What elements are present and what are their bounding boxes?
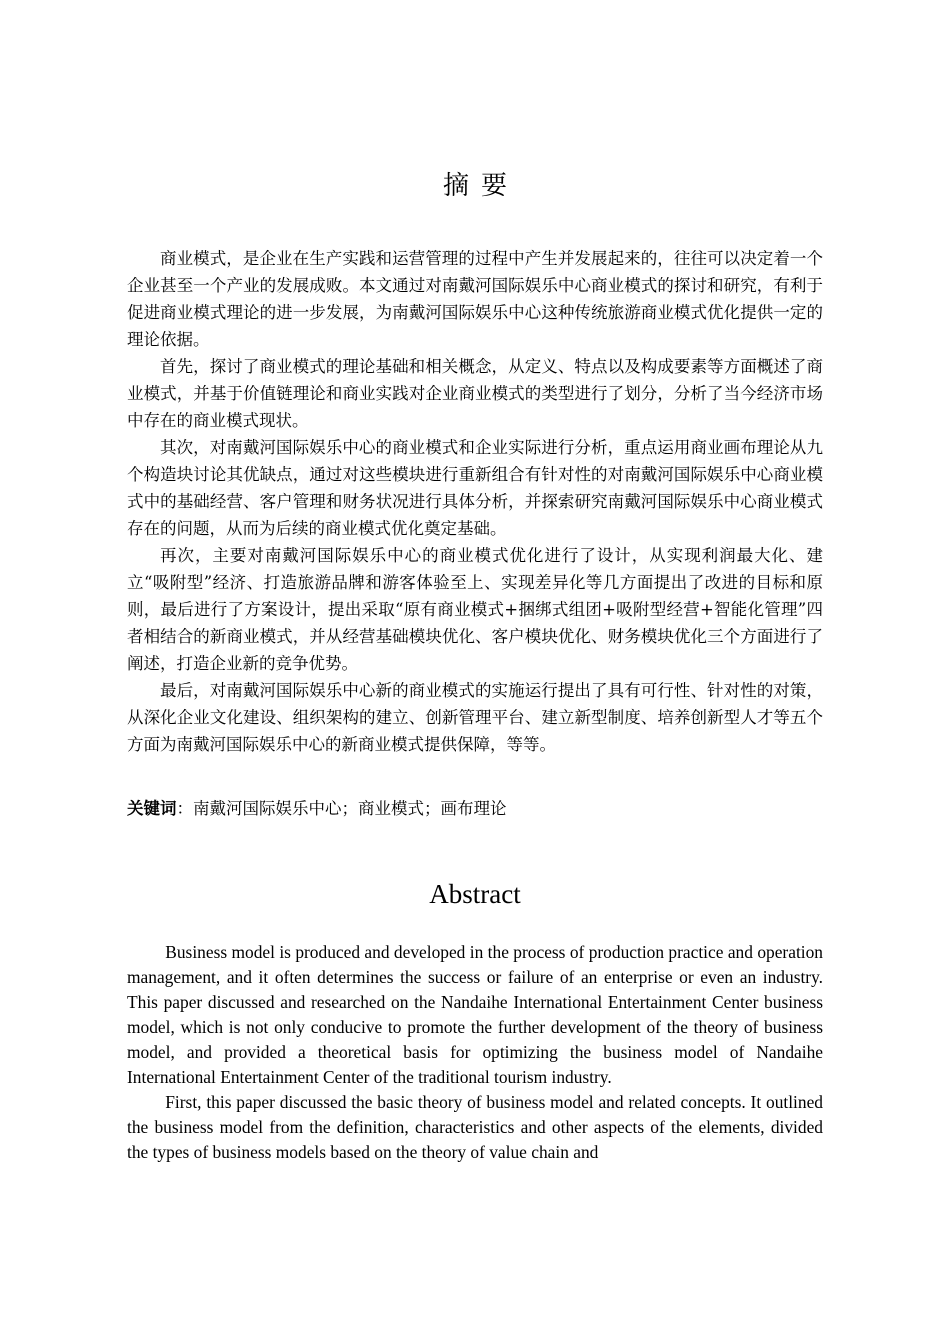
abstract-cn-title: 摘要 bbox=[442, 171, 519, 201]
abstract-cn-paragraph: 最后，对南戴河国际娱乐中心新的商业模式的实施运行提出了具有可行性、针对性的对策，从深化企业文化建设、组织架构的建立、创新管理平台、建立新型制度、培养创新型人才等五个方面为南戴河国际娱乐中心的新商业模式提供保障，等等。 bbox=[127, 681, 823, 754]
abstract-cn-paragraph: 再次，主要对南戴河国际娱乐中心的商业模式优化进行了设计，从实现利润最大化、建立“吸附型”经济、打造旅游品牌和游客体验至上、实现差异化等几方面提出了改进的目标和原则，最后进行了方案设计，提出采取“原有商业模式+捆绑式组团+吸附型经营+智能化管理”四者相结合的新商业模式，并从经营基础模块优化、客户模块优化、财务模块优化三个方面进行了阐述，打造企业新的竞争优势。 bbox=[127, 546, 823, 673]
abstract-en-title: Abstract bbox=[429, 879, 521, 909]
keywords-colon: ： bbox=[176, 799, 193, 818]
keywords-label: 关键词 bbox=[127, 799, 177, 818]
abstract-en-paragraph: First, this paper discussed the basic theory of business model and related concepts. It outlined the business model from the definition, characteristics and other aspects of the elements, divided the types of business models based on the theory of value chain and bbox=[127, 1092, 823, 1162]
keywords-value: 南戴河国际娱乐中心；商业模式；画布理论 bbox=[193, 799, 507, 818]
abstract-en-paragraph: Business model is produced and developed in the process of production practice and operation management, and it often determines the success or failure of an enterprise or even an industry. This paper discussed and researched on the Nandaihe International Entertainment Center business model, which is not only conducive to promote the further development of the theory of business model, and provided a theoretical basis for optimizing the business model of Nandaihe International Entertainment Center of the traditional tourism industry. bbox=[127, 942, 823, 1087]
abstract-cn-paragraph: 首先，探讨了商业模式的理论基础和相关概念，从定义、特点以及构成要素等方面概述了商业模式，并基于价值链理论和商业实践对企业商业模式的类型进行了划分，分析了当今经济市场中存在的商业模式现状。 bbox=[127, 357, 823, 430]
abstract-cn-body bbox=[127, 245, 823, 758]
abstract-en-body bbox=[127, 940, 823, 1165]
abstract-cn-paragraph: 商业模式，是企业在生产实践和运营管理的过程中产生并发展起来的，往往可以决定着一个企业甚至一个产业的发展成败。本文通过对南戴河国际娱乐中心商业模式的探讨和研究，有利于促进商业模式理论的进一步发展，为南戴河国际娱乐中心这种传统旅游商业模式优化提供一定的理论依据。 bbox=[127, 249, 823, 349]
abstract-cn-paragraph: 其次，对南戴河国际娱乐中心的商业模式和企业实际进行分析，重点运用商业画布理论从九个构造块讨论其优缺点，通过对这些模块进行重新组合有针对性的对南戴河国际娱乐中心商业模式中的基础经营、客户管理和财务状况进行具体分析，并探索研究南戴河国际娱乐中心商业模式存在的问题，从而为后续的商业模式优化奠定基础。 bbox=[127, 438, 823, 538]
keywords-line bbox=[127, 795, 823, 822]
